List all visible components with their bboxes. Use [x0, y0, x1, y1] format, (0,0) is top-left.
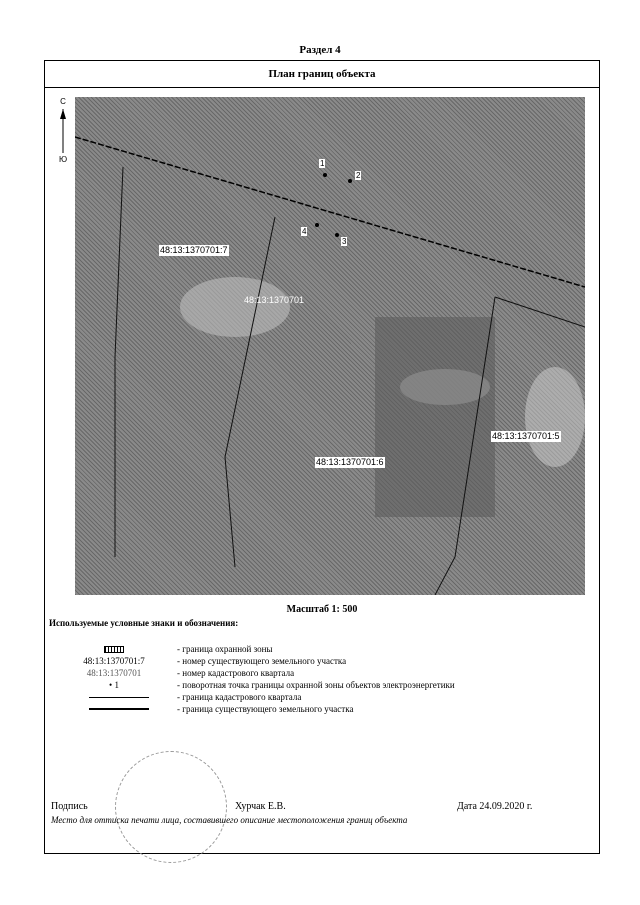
turning-point: [335, 233, 339, 237]
legend-symbol: • 1: [109, 680, 119, 690]
document-frame: [44, 60, 600, 854]
legend-row-turning-point: [49, 679, 589, 691]
signature-date: Дата 24.09.2020 г.: [457, 801, 533, 812]
legend-row-parcel-boundary: [49, 703, 589, 715]
point-label-2: 2: [356, 171, 361, 180]
parcel-label-5: 48:13:1370701:5: [492, 431, 560, 441]
north-arrow-icon: [53, 107, 73, 157]
legend-symbol: [59, 643, 169, 655]
parcel-boundary: [115, 167, 123, 557]
legend-row-zone: [49, 643, 589, 655]
quarter-boundary-icon: [89, 697, 149, 698]
compass-south: Ю: [58, 155, 68, 164]
legend-row-quarter-boundary: [49, 691, 589, 703]
quarter-label: 48:13:1370701: [244, 295, 305, 305]
map-image: [75, 97, 585, 595]
legend-row-parcel-number: [49, 655, 589, 667]
legend-desc: - номер кадастрового квартала: [177, 668, 295, 678]
legend-symbol: [59, 691, 169, 703]
legend-desc: - поворотная точка границы охранной зоны объектов электроэнергетики: [177, 680, 455, 690]
parcel-boundary: [225, 217, 275, 567]
parcel-boundary: [495, 297, 585, 327]
legend-symbol: 48:13:1370701:7: [83, 656, 145, 666]
signature-row: [49, 801, 589, 815]
turning-point: [323, 173, 327, 177]
turning-point: [315, 223, 319, 227]
quarter-boundary: [75, 137, 585, 287]
signer-name: Хурчак Е.В.: [235, 801, 286, 812]
point-label-3: 3: [342, 237, 347, 246]
legend-row-quarter-number: [49, 667, 589, 679]
legend-symbol: 48:13:1370701: [86, 668, 142, 678]
point-label-1: 1: [320, 159, 325, 168]
signature-label: Подпись: [51, 801, 88, 812]
legend-desc: - граница охранной зоны: [177, 644, 273, 654]
scale-label: Масштаб 1: 500: [286, 604, 358, 615]
parcel-label-6: 48:13:1370701:6: [316, 457, 384, 467]
legend-title: Используемые условные знаки и обозначения:: [49, 618, 239, 628]
stamp-note: Место для оттиска печати лица, составившего описание местоположения границ объекта: [51, 815, 408, 825]
legend-desc: - граница кадастрового квартала: [177, 692, 302, 702]
compass-north: С: [60, 97, 66, 106]
parcel-label-7: 48:13:1370701:7: [160, 245, 228, 255]
parcel-boundary-icon: [89, 708, 149, 710]
turning-point: [348, 179, 352, 183]
legend-symbol: [59, 703, 169, 715]
plan-title: План границ объекта: [45, 61, 599, 88]
section-title: Раздел 4: [299, 44, 341, 56]
compass: [53, 97, 73, 172]
map-overlay: [75, 97, 585, 595]
legend-desc: - граница существующего земельного участка: [177, 704, 354, 714]
zone-boundary-icon: [104, 646, 124, 653]
point-label-4: 4: [302, 227, 307, 236]
legend-desc: - номер существующего земельного участка: [177, 656, 347, 666]
